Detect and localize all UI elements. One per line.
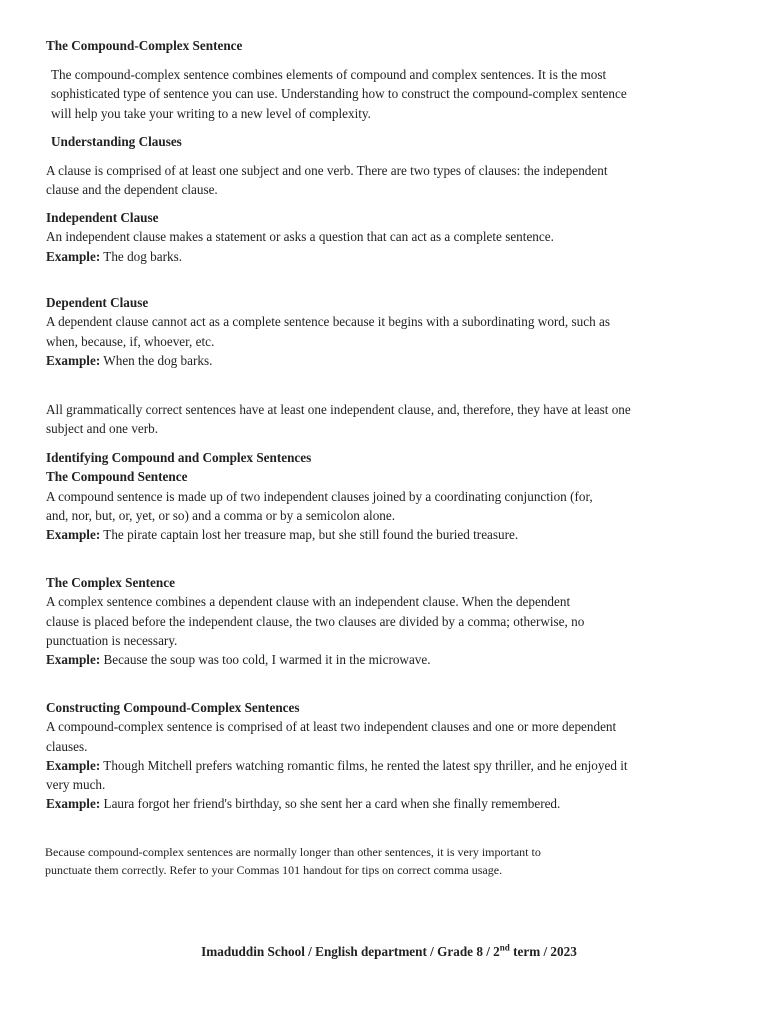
understanding-paragraph bbox=[46, 161, 726, 200]
dependent-section bbox=[46, 293, 726, 370]
intro-line: sophisticated type of sentence you can use. Understanding how to construct the compound-complex sentence bbox=[51, 86, 627, 102]
independent-section bbox=[46, 208, 726, 266]
note-line: punctuate them correctly. Refer to your Commas 101 handout for tips on correct comma usage. bbox=[45, 862, 503, 877]
example-label: Example: bbox=[46, 652, 101, 668]
example-label: Example: bbox=[46, 248, 101, 264]
paragraph-line: A clause is comprised of at least one subject and one verb. There are two types of clauses: the independent bbox=[46, 163, 608, 178]
example-label: Example: bbox=[46, 757, 101, 773]
footer-text: Imaduddin School / English department / Grade 8 / 2 bbox=[201, 944, 500, 959]
example-text: When the dog barks. bbox=[100, 352, 213, 368]
independent-example bbox=[46, 247, 726, 266]
constructing-text-line: A compound-complex sentence is comprised of at least two independent clauses and one or more dependent bbox=[46, 719, 617, 735]
compound-text-line: and, nor, but, or, yet, or so) and a comma or by a semicolon alone. bbox=[46, 507, 396, 523]
compound-text-line: A compound sentence is made up of two independent clauses joined by a coordinating conjunction (for, bbox=[46, 488, 593, 504]
complex-heading: The Complex Sentence bbox=[46, 575, 175, 590]
constructing-example-1-cont: very much. bbox=[46, 777, 106, 793]
note-line: Because compound-complex sentences are normally longer than other sentences, it is very important to bbox=[45, 845, 541, 859]
identifying-section bbox=[46, 448, 726, 544]
complex-text-line: clause is placed before the independent clause, the two clauses are divided by a comma; otherwise, no bbox=[46, 613, 585, 629]
example-text: The dog barks. bbox=[100, 248, 183, 264]
compound-heading: The Compound Sentence bbox=[46, 469, 188, 485]
paragraph-line: clause and the dependent clause. bbox=[46, 182, 218, 198]
document-footer bbox=[0, 942, 768, 961]
example-label: Example: bbox=[46, 527, 101, 543]
note-paragraph bbox=[45, 844, 725, 879]
constructing-heading: Constructing Compound-Complex Sentences bbox=[46, 700, 300, 715]
example-text: Because the soup was too cold, I warmed it in the microwave. bbox=[100, 652, 431, 668]
example-label: Example: bbox=[46, 352, 101, 368]
document-title: The Compound-Complex Sentence bbox=[46, 38, 243, 53]
independent-text: An independent clause makes a statement or asks a question that can act as a complete sentence. bbox=[46, 229, 554, 245]
example-label: Example: bbox=[46, 796, 101, 812]
complex-text-line: A complex sentence combines a dependent clause with an independent clause. When the dependent bbox=[46, 594, 571, 610]
all-sentences-paragraph bbox=[46, 400, 726, 439]
example-text: Laura forgot her friend's birthday, so she sent her a card when she finally remembered. bbox=[100, 796, 561, 812]
dependent-example bbox=[46, 351, 726, 370]
constructing-example-2 bbox=[46, 794, 726, 813]
dependent-heading: Dependent Clause bbox=[46, 295, 149, 310]
intro-line: will help you take your writing to a new level of complexity. bbox=[51, 105, 371, 121]
intro-paragraph bbox=[51, 65, 731, 123]
constructing-example-1 bbox=[46, 756, 726, 775]
example-text: Though Mitchell prefers watching romantic films, he rented the latest spy thriller, and he enjoyed it bbox=[100, 757, 628, 773]
paragraph-line: All grammatically correct sentences have at least one independent clause, and, therefore, they have at least one bbox=[46, 402, 631, 417]
constructing-section bbox=[46, 698, 726, 814]
dependent-text-line: A dependent clause cannot act as a complete sentence because it begins with a subordinating word, such as bbox=[46, 314, 610, 330]
complex-text-line: punctuation is necessary. bbox=[46, 632, 178, 648]
compound-example bbox=[46, 525, 726, 544]
complex-section bbox=[46, 573, 726, 669]
identifying-heading: Identifying Compound and Complex Sentences bbox=[46, 450, 312, 465]
complex-example bbox=[46, 650, 726, 669]
constructing-text-line: clauses. bbox=[46, 738, 88, 754]
paragraph-line: subject and one verb. bbox=[46, 421, 159, 437]
example-text: The pirate captain lost her treasure map, but she still found the buried treasure. bbox=[100, 527, 519, 543]
footer-text-end: term / 2023 bbox=[509, 944, 577, 959]
understanding-heading: Understanding Clauses bbox=[51, 134, 182, 149]
independent-heading: Independent Clause bbox=[46, 210, 159, 225]
dependent-text-line: when, because, if, whoever, etc. bbox=[46, 333, 215, 349]
intro-line: The compound-complex sentence combines elements of compound and complex sentences. It is the most bbox=[51, 67, 607, 82]
footer-superscript: nd bbox=[499, 942, 510, 953]
